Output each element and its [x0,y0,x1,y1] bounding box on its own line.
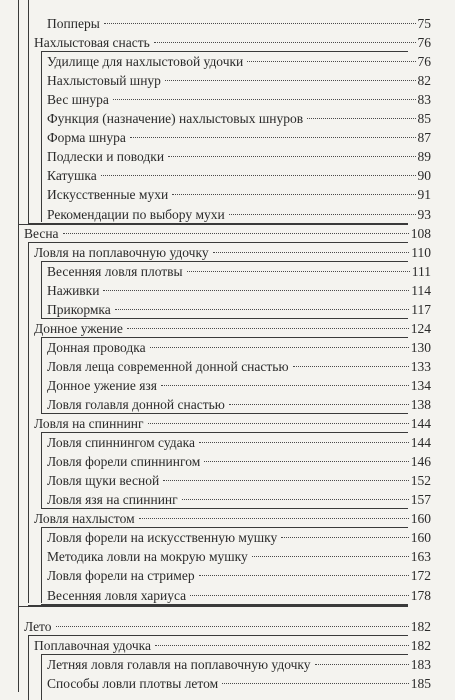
toc-entry-title: Весенняя ловля плотвы [47,263,183,279]
toc-entry-title: Ловля леща современной донной снастью [47,358,289,374]
toc-entry-title: Нахлыстовая снасть [34,35,150,51]
toc-entry-title: Весенняя ловля хариуса [47,587,187,603]
toc-entry-page: 138 [410,397,431,412]
toc-entry [0,452,455,471]
toc-dot-leader [161,385,409,386]
toc-dot-leader [187,271,410,272]
toc-dot-leader [229,404,409,405]
bracket-horizontal-line [18,606,408,607]
toc-entry-title: Функция (назначение) нахлыстовых шнуров [47,111,304,127]
toc-entry [0,185,455,204]
toc-entry [0,52,455,71]
toc-entry [0,281,455,300]
toc-entry-page: 178 [410,587,431,603]
toc-entry-title: Лето [24,618,52,634]
toc-dot-leader [127,328,409,329]
toc-entry-title: Ловля форели спиннингом [47,454,201,470]
toc-entry-title: Ловля на поплавочную удочку [34,244,209,260]
toc-entry-page: 75 [417,16,431,31]
toc-dot-leader [104,23,416,24]
toc-dot-leader [213,252,410,253]
toc-dot-leader [281,537,409,538]
toc-entry [0,319,455,338]
toc-entry-page: 144 [410,435,431,451]
toc-dot-leader [130,137,416,138]
toc-entry-page: 87 [417,130,431,146]
toc-entry [0,243,455,262]
toc-entry-title: Удилище для нахлыстовой удочки [47,54,244,70]
toc-entry-page: 160 [410,511,431,527]
toc-entry-page: 152 [410,473,431,489]
toc-entry-title: Вес шнура [47,92,109,108]
toc-entry-page: 144 [410,416,431,432]
toc-entry [0,433,455,452]
toc-entry-page: 124 [410,320,431,336]
toc-entry-page: 157 [410,492,431,508]
toc-entry-title: Ловля спиннингом судака [47,435,195,451]
toc-entry [0,566,455,585]
toc-entry [0,224,455,243]
toc-entry [0,509,455,528]
toc-dot-leader [165,80,416,81]
toc-entry-title: Рекомендации по выбору мухи [47,206,225,222]
toc-entry-page: 91 [417,187,431,203]
toc-entry [0,166,455,185]
toc-entry-page: 183 [410,656,431,672]
toc-entry [0,262,455,281]
toc-entry-title: Ловля форели на искусственную мушку [47,530,278,546]
toc-entry [0,414,455,433]
toc-entry [0,71,455,90]
toc-entry-title: Ловля язя на спиннинг [47,492,178,508]
toc-entry-title: Летняя ловля голавля на поплавочную удочку [47,656,311,672]
toc-entry-title: Донное ужение язя [47,377,157,393]
toc-entry [0,636,455,655]
toc-entry-page: 117 [411,301,431,317]
toc-dot-leader [199,575,409,576]
toc-dot-leader [154,42,416,43]
toc-dot-leader [148,423,409,424]
toc-entry-title: Ловля форели на стример [47,568,195,584]
toc-entry-title: Ловля голавля донной снастью [47,397,225,412]
toc-entry [0,300,455,319]
toc-entry-title: Форма шнура [47,130,126,146]
toc-entry-page: 182 [410,618,431,634]
toc-entry-title: Поплавочная удочка [34,637,152,653]
toc-entry-page: 163 [410,549,431,565]
toc-entry-page: 134 [410,377,431,393]
toc-entry [0,471,455,490]
toc-entry-title: Ловля нахлыстом [34,511,135,527]
toc-entry-page: 130 [410,339,431,355]
toc-entry-page: 182 [410,637,431,653]
toc-dot-leader [190,595,409,596]
toc-dot-leader [307,118,415,119]
toc-entry [0,128,455,147]
toc-entry-page: 110 [411,244,431,260]
toc-dot-leader [163,480,409,481]
toc-entry [0,586,455,605]
toc-entry [0,33,455,52]
toc-entry [0,655,455,674]
toc-entry [0,357,455,376]
toc-entry [0,395,455,414]
toc-dot-leader [204,461,409,462]
toc-dot-leader [155,645,409,646]
toc-entry-title: Весна [24,225,59,241]
toc-entry-page: 83 [417,92,431,108]
toc-entry-page: 89 [417,149,431,165]
toc-entry [0,14,455,33]
toc-entry [0,376,455,395]
toc-dot-leader [101,175,416,176]
toc-entry [0,528,455,547]
toc-dot-leader [252,556,409,557]
toc-entry-title: Донное ужение [34,320,123,336]
toc-entry-title: Попперы [47,16,100,31]
toc-entry [0,674,455,693]
toc-entry-title: Методика ловли на мокрую мушку [47,549,248,565]
toc-entry-title: Ловля щуки весной [47,473,160,489]
toc-entry-title: Катушка [47,168,97,184]
toc-entry [0,547,455,566]
toc-entry [0,109,455,128]
toc-dot-leader [229,214,416,215]
toc-entry-title: Искусственные мухи [47,187,169,203]
toc-entry-title: Наживки [47,282,100,298]
toc-entry-title: Нахлыстовый шнур [47,73,161,89]
toc-entry-page: 93 [417,206,431,222]
toc-dot-leader [56,626,409,627]
toc-entry-title: Ловля на спиннинг [34,416,144,432]
toc-entry-page: 185 [410,675,431,691]
toc-entry-title: Прикормка [47,301,111,317]
toc-dot-leader [222,683,409,684]
toc-entry-page: 114 [411,282,431,298]
toc-dot-leader [150,347,409,348]
toc-entry [0,490,455,509]
toc-dot-leader [103,290,409,291]
toc-entry [0,338,455,357]
toc-dot-leader [115,309,409,310]
toc-entry-page: 160 [410,530,431,546]
toc-entry-title: Способы ловли плотвы летом [47,675,219,691]
toc-entry-page: 82 [417,73,431,89]
toc-entry-page: 85 [417,111,431,127]
toc-dot-leader [139,518,409,519]
toc-entry-title: Донная проводка [47,339,146,355]
toc-entry-title: Подлески и поводки [47,149,165,165]
toc-dot-leader [172,194,415,195]
toc-entry-page: 111 [411,263,431,279]
toc-entry-page: 133 [410,358,431,374]
toc-entry-page: 172 [410,568,431,584]
toc-entry [0,147,455,166]
toc-dot-leader [113,99,416,100]
toc-entry-page: 108 [410,225,431,241]
toc-dot-leader [199,442,409,443]
toc-entry [0,617,455,636]
toc-dot-leader [247,61,415,62]
toc-entry [0,205,455,224]
toc-dot-leader [315,664,409,665]
toc-entry-page: 76 [417,54,431,70]
toc-dot-leader [168,156,415,157]
toc-dot-leader [182,499,409,500]
toc-dot-leader [63,233,409,234]
toc-entry-page: 146 [410,454,431,470]
toc-entry [0,90,455,109]
toc-entry-page: 76 [417,35,431,51]
toc-entry-page: 90 [417,168,431,184]
toc-dot-leader [293,366,409,367]
